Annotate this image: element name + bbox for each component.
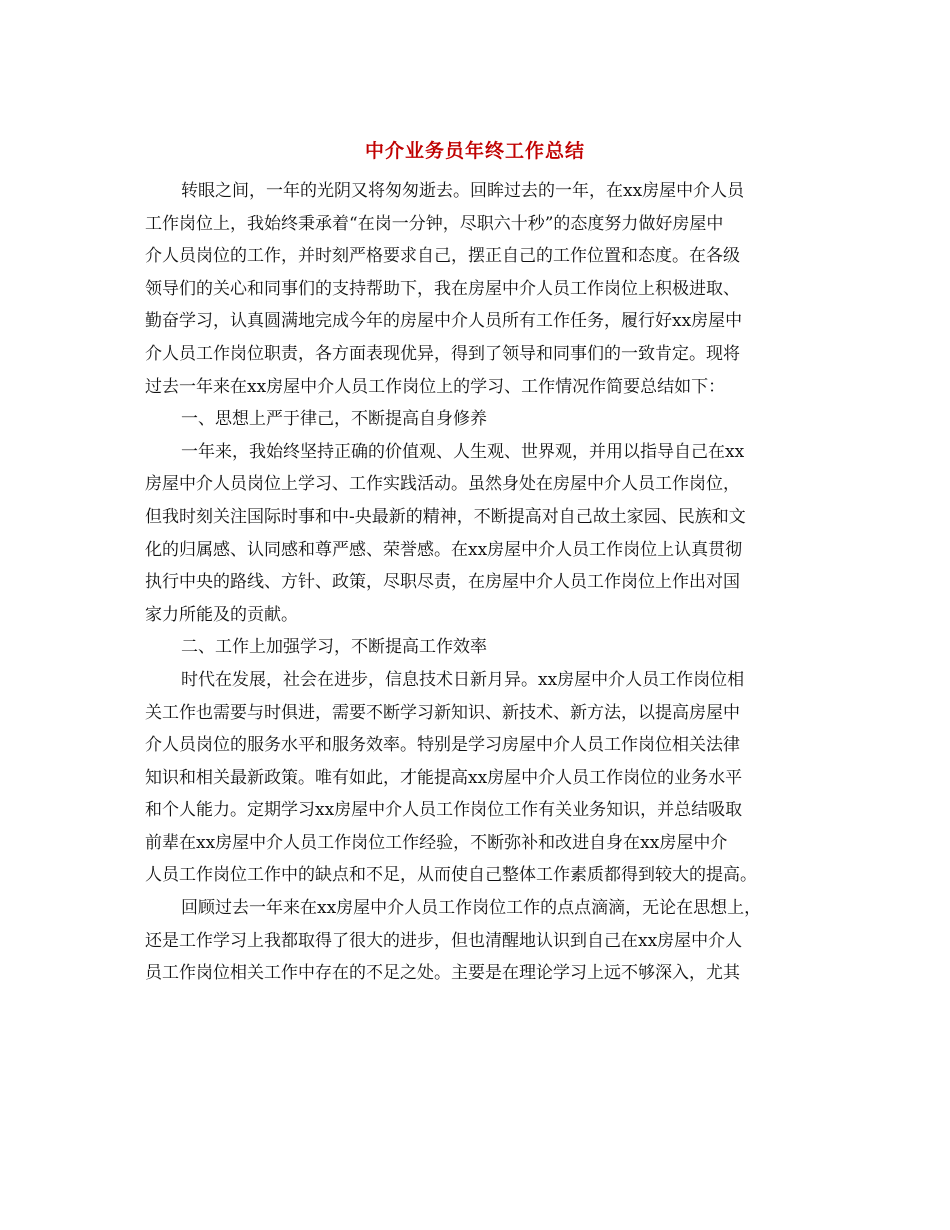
body-line: 一、思想上严于律己，不断提高自身修养 [181, 409, 487, 430]
body-line: 转眼之间，一年的光阴又将匆匆逝去。回眸过去的一年，在xx房屋中介人员 [181, 181, 745, 201]
body-line: 和个人能力。定期学习xx房屋中介人员工作岗位工作有关业务知识，并总结吸取 [145, 800, 743, 821]
body-line: 介人员工作岗位职责，各方面表现优异，得到了领导和同事们的一致肯定。现将 [145, 343, 740, 364]
body-line: 回顾过去一年来在xx房屋中介人员工作岗位工作的点点滴滴，无论在思想上， [181, 898, 762, 919]
body-line: 人员工作岗位工作中的缺点和不足，从而使自己整体工作素质都得到较大的提高。 [145, 865, 757, 886]
body-line: 家力所能及的贡献。 [145, 604, 298, 625]
body-line: 勤奋学习，认真圆满地完成今年的房屋中介人员所有工作任务，履行好xx房屋中 [145, 311, 743, 332]
body-line: 工作岗位上，我始终秉承着“在岗一分钟，尽职六十秒”的态度努力做好房屋中 [145, 213, 724, 234]
body-line: 过去一年来在xx房屋中介人员工作岗位上的学习、工作情况作简要总结如下： [145, 376, 726, 397]
document-title: 中介业务员年终工作总结 [364, 140, 585, 162]
body-line: 房屋中介人员岗位上学习、工作实践活动。虽然身处在房屋中介人员工作岗位， [145, 474, 740, 495]
body-line: 关工作也需要与时俱进，需要不断学习新知识、新技术、新方法，以提高房屋中 [145, 702, 740, 723]
body-line: 前辈在xx房屋中介人员工作岗位工作经验，不断弥补和改进自身在xx房屋中介 [145, 832, 728, 853]
body-line: 一年来，我始终坚持正确的价值观、人生观、世界观，并用以指导自己在xx [181, 441, 745, 462]
body-line: 二、工作上加强学习，不断提高工作效率 [181, 637, 487, 658]
body-line: 员工作岗位相关工作中存在的不足之处。主要是在理论学习上远不够深入，尤其 [145, 963, 740, 984]
body-line: 还是工作学习上我都取得了很大的进步，但也清醒地认识到自己在xx房屋中介人 [145, 930, 743, 951]
body-line: 执行中央的路线、方针、政策，尽职尽责，在房屋中介人员工作岗位上作出对国 [145, 572, 740, 593]
body-line: 领导们的关心和同事们的支持帮助下，我在房屋中介人员工作岗位上积极进取、 [145, 278, 740, 299]
body-line: 介人员岗位的服务水平和服务效率。特别是学习房屋中介人员工作岗位相关法律 [145, 735, 740, 756]
body-line: 化的归属感、认同感和尊严感、荣誉感。在xx房屋中介人员工作岗位上认真贯彻 [145, 539, 743, 560]
body-line: 介人员岗位的工作，并时刻严格要求自己，摆正自己的工作位置和态度。在各级 [145, 246, 740, 267]
body-line: 知识和相关最新政策。唯有如此，才能提高xx房屋中介人员工作岗位的业务水平 [145, 767, 743, 788]
body-line: 时代在发展，社会在进步，信息技术日新月异。xx房屋中介人员工作岗位相 [181, 669, 745, 690]
body-line: 但我时刻关注国际时事和中-央最新的精神，不断提高对自己故土家园、民族和文 [145, 506, 746, 527]
document-body [145, 175, 810, 990]
